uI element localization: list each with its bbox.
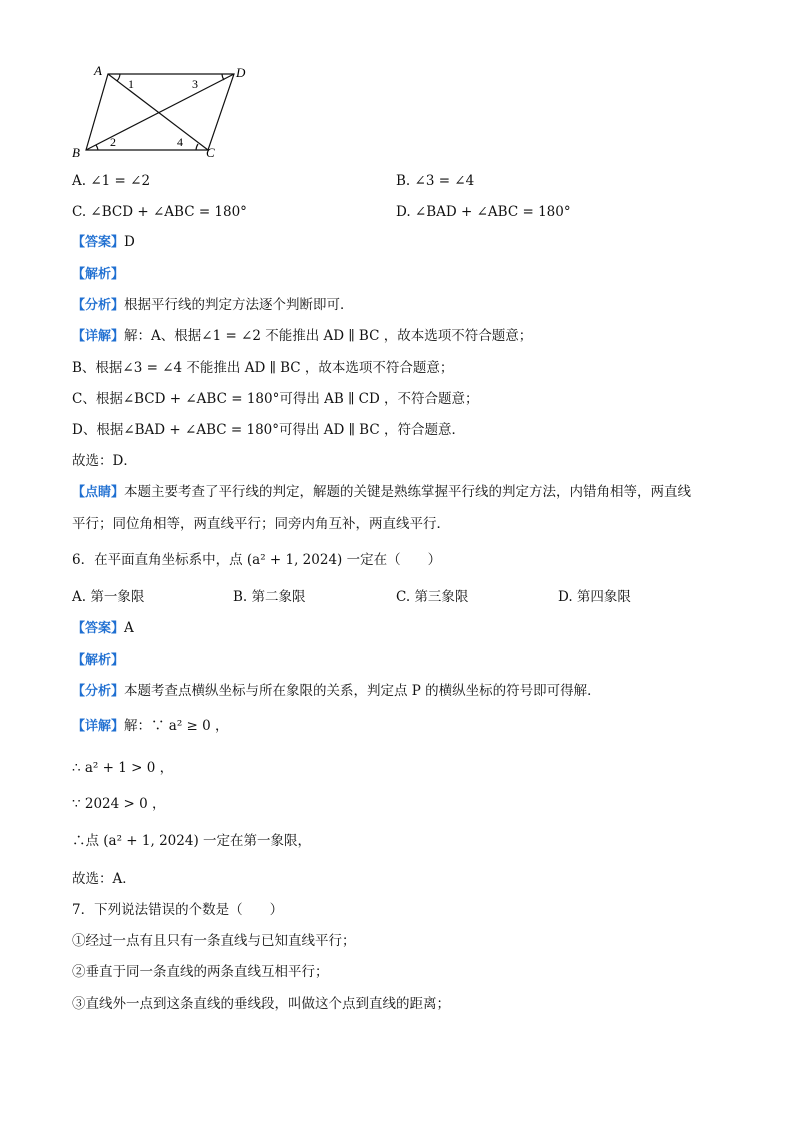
q5-answer — [72, 232, 135, 253]
q6-option-a: A. 第一象限 — [72, 589, 145, 605]
q6-step-2: ∴ a² + 1 > 0 ， — [72, 760, 174, 776]
xiangjie-tag: 【详解】 — [72, 719, 125, 734]
q6-fenxi — [72, 681, 601, 702]
q6-option-d: D. 第四象限 — [558, 589, 631, 605]
q6-xiangjie-1 — [72, 716, 229, 737]
answer-value: D — [124, 234, 135, 250]
answer-tag: 【答案】 — [72, 621, 125, 636]
q5-xiangjie-4: D、根据∠BAD + ∠ABC = 180°可得出 AD ∥ BC ，符合题意． — [72, 422, 465, 438]
dianjing-text-1: 本题主要考查了平行线的判定，解题的关键是熟练掌握平行线的判定方法，内错角相等，两直线 — [124, 484, 692, 500]
q6-jiexi — [72, 650, 124, 671]
dianjing-tag: 【点睛】 — [72, 485, 125, 500]
vertex-label-c: C — [206, 145, 215, 160]
vertex-label-b: B — [72, 145, 80, 160]
q5-option-d: D. ∠BAD + ∠ABC = 180° — [396, 204, 571, 220]
q5-xiangjie-3: C、根据∠BCD + ∠ABC = 180°可得出 AB ∥ CD ，不符合题意； — [72, 391, 479, 407]
q6-option-c: C. 第三象限 — [396, 589, 469, 605]
angle-label-1: 1 — [128, 77, 134, 91]
jiexi-tag: 【解析】 — [72, 267, 125, 282]
fenxi-text: 本题考查点横纵坐标与所在象限的关系，判定点 P 的横纵坐标的符号即可得解． — [124, 683, 601, 699]
fenxi-tag: 【分析】 — [72, 684, 125, 699]
xiangjie-tag: 【详解】 — [72, 329, 125, 344]
q6-guxuan: 故选：A． — [72, 871, 136, 887]
q6-option-b: B. 第二象限 — [233, 589, 306, 605]
q5-guxuan: 故选：D． — [72, 453, 137, 469]
q7-stem: 7．下列说法错误的个数是（ ） — [72, 902, 284, 918]
vertex-label-a: A — [94, 63, 102, 78]
xiangjie-step-1: 解：∵ a² ≥ 0 ， — [124, 718, 229, 734]
answer-value: A — [124, 620, 134, 636]
q5-option-c: C. ∠BCD + ∠ABC = 180° — [72, 204, 247, 220]
q6-answer — [72, 618, 134, 639]
q5-option-a: A. ∠1 = ∠2 — [72, 173, 151, 189]
parallelogram-figure — [66, 60, 256, 165]
q6-step-4: ∴点 (a² + 1, 2024) 一定在第一象限， — [72, 833, 311, 849]
angle-label-4: 4 — [177, 135, 183, 149]
q5-dianjing-2: 平行；同位角相等，两直线平行；同旁内角互补，两直线平行． — [72, 516, 450, 532]
answer-tag: 【答案】 — [72, 235, 125, 250]
q7-item-1: ①经过一点有且只有一条直线与已知直线平行； — [72, 933, 356, 949]
q5-xiangjie-2: B、根据∠3 = ∠4 不能推出 AD ∥ BC ，故本选项不符合题意； — [72, 360, 454, 376]
jiexi-tag: 【解析】 — [72, 653, 125, 668]
q5-jiexi — [72, 264, 124, 285]
q6-step-3: ∵ 2024 > 0 ， — [72, 796, 166, 812]
angle-label-3: 3 — [192, 77, 198, 91]
fenxi-tag: 【分析】 — [72, 298, 125, 313]
vertex-label-d: D — [236, 65, 246, 80]
q5-dianjing-1 — [72, 482, 691, 503]
q7-item-2: ②垂直于同一条直线的两条直线互相平行； — [72, 964, 329, 980]
q5-xiangjie-1 — [72, 326, 532, 347]
fenxi-text: 根据平行线的判定方法逐个判断即可． — [124, 297, 354, 313]
q6-stem: 6．在平面直角坐标系中，点 (a² + 1, 2024) 一定在（ ） — [72, 552, 442, 568]
angle-label-2: 2 — [110, 135, 116, 149]
q7-item-3: ③直线外一点到这条直线的垂线段，叫做这个点到直线的距离； — [72, 996, 450, 1012]
q5-fenxi — [72, 295, 354, 316]
xiangjie-text-1: 解：A、根据∠1 = ∠2 不能推出 AD ∥ BC ，故本选项不符合题意； — [124, 328, 533, 344]
q5-option-b: B. ∠3 = ∠4 — [396, 173, 475, 189]
